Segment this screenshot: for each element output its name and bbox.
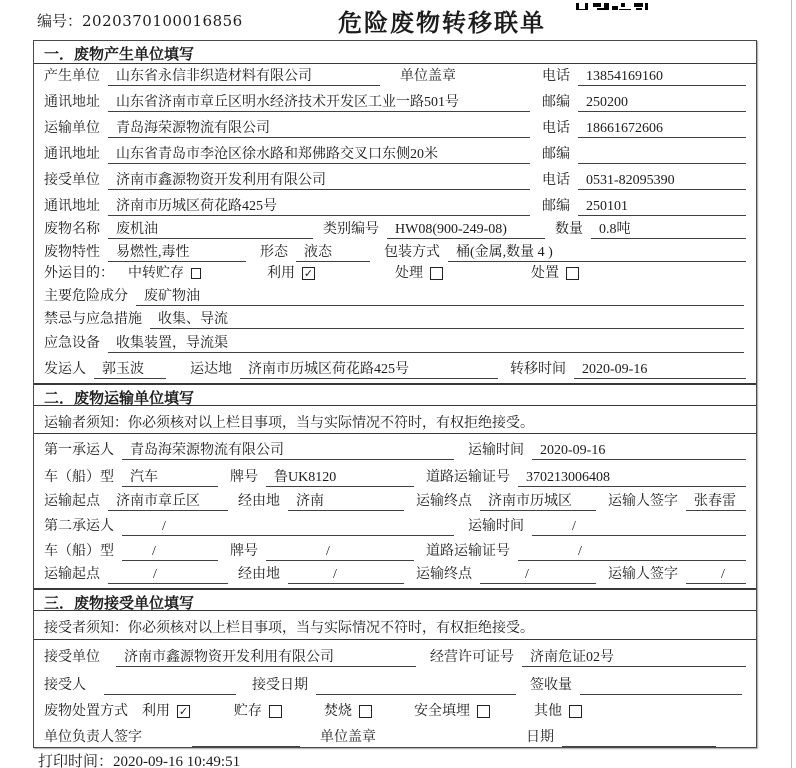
receiver-zip-value: 250101 — [578, 197, 746, 216]
shipper-label: 发运人 — [44, 362, 86, 377]
packing-value: 桶(金属,数量 4 ) — [448, 243, 746, 262]
checkbox-checked-icon: ✓ — [178, 705, 189, 718]
carrier1-value: 青岛海荣源物流有限公司 — [122, 441, 454, 460]
responsible-sign-value — [192, 728, 300, 747]
category-code-label: 类别编号 — [323, 222, 379, 237]
route2-via-value: / — [288, 565, 404, 584]
disposal-option-other — [534, 702, 582, 721]
transfer-time-value: 2020-09-16 — [574, 360, 746, 379]
row-transfer-purpose — [34, 266, 756, 287]
disposal-option-use — [142, 702, 190, 721]
row-carrier2 — [34, 515, 756, 540]
checkbox-icon — [569, 705, 582, 718]
zip-label: 邮编 — [542, 95, 570, 110]
address-label: 通讯地址 — [44, 199, 100, 214]
route-start-label: 运输起点 — [44, 494, 100, 509]
hazard-label: 主要危险成分 — [44, 289, 128, 304]
purpose-option-storage — [128, 264, 201, 283]
section2-title: 二．废物运输单位填写 — [34, 383, 756, 406]
disposal-option-landfill — [414, 702, 490, 721]
page-title: 危险废物转移联单 — [338, 11, 546, 37]
waste-name-label: 废物名称 — [44, 222, 100, 237]
option-label: 利用 — [267, 266, 295, 281]
receive-unit-label: 接受单位 — [44, 650, 100, 665]
carrier2-time-value: / — [532, 517, 746, 536]
receiver-address-value: 济南市历城区荷花路425号 — [108, 197, 530, 216]
carrier-sign-label: 运输人签字 — [608, 494, 678, 509]
hazard-value: 废矿物油 — [136, 287, 744, 306]
disposal-label: 废物处置方式 — [44, 704, 128, 719]
row-route1 — [34, 491, 756, 515]
option-label: 贮存 — [234, 704, 262, 719]
waste-character-value: 易燃性,毒性 — [108, 243, 246, 262]
receiver-phone-value: 0531-82095390 — [578, 171, 746, 190]
transporter-value: 青岛海荣源物流有限公司 — [108, 119, 530, 138]
receiver-label: 接受单位 — [44, 173, 100, 188]
vehicle1-permit-value: 370213006408 — [518, 468, 746, 487]
carrier1-time-value: 2020-09-16 — [532, 441, 746, 460]
form-value: 液态 — [296, 243, 370, 262]
receiver-value: 济南市鑫源物资开发利用有限公司 — [108, 171, 530, 190]
route2-end-value: / — [480, 565, 596, 584]
row-acceptor — [34, 671, 756, 699]
producer-phone-value: 13854169160 — [578, 67, 746, 86]
taboo-label: 禁忌与应急措施 — [44, 312, 142, 327]
category-code-value: HW08(900-249-08) — [387, 220, 545, 239]
producer-zip-value: 250200 — [578, 93, 746, 112]
seal-label: 单位盖章 — [400, 69, 456, 84]
row-route2 — [34, 565, 756, 588]
carrier1-label: 第一承运人 — [44, 443, 114, 458]
row-shipper — [34, 357, 756, 383]
route-end-label: 运输终点 — [416, 494, 472, 509]
checkbox-icon — [430, 267, 443, 280]
row-responsible-sign — [34, 725, 756, 751]
vehicle-type-label: 车（船）型 — [44, 544, 114, 559]
date-label: 日期 — [526, 730, 554, 745]
purpose-label: 外运目的： — [44, 266, 114, 281]
phone-label: 电话 — [542, 121, 570, 136]
carrier2-label: 第二承运人 — [44, 519, 114, 534]
row-receive-unit — [34, 640, 756, 671]
checkbox-checked-icon: ✓ — [303, 267, 314, 280]
transporter-label: 运输单位 — [44, 121, 100, 136]
route-via-label: 经由地 — [238, 567, 280, 582]
vehicle-type-label: 车（船）型 — [44, 470, 114, 485]
row-disposal-method — [34, 699, 756, 725]
zip-label: 邮编 — [542, 147, 570, 162]
section3-title: 三．废物接受单位填写 — [34, 588, 756, 611]
transporter-zip-value — [578, 145, 746, 164]
vehicle2-plate-value: / — [266, 542, 414, 561]
acceptor-value — [104, 676, 236, 695]
accept-date-label: 接受日期 — [252, 678, 308, 693]
producer-label: 产生单位 — [44, 69, 100, 84]
route2-sign-value: / — [686, 565, 746, 584]
qr-code-partial-icon — [576, 0, 654, 10]
road-permit-label: 道路运输证号 — [426, 470, 510, 485]
row-hazard-component — [34, 287, 756, 310]
quantity-label: 数量 — [555, 222, 583, 237]
transport-time-label: 运输时间 — [468, 443, 524, 458]
disposal-option-incinerate — [324, 702, 372, 721]
option-label: 利用 — [142, 704, 170, 719]
row-transporter-address — [34, 142, 756, 168]
route2-start-value: / — [108, 565, 228, 584]
equipment-value: 收集装置，导流渠 — [108, 334, 744, 353]
page-edge-divider — [791, 0, 792, 768]
responsible-sign-label: 单位负责人签字 — [44, 730, 142, 745]
transport-time-label: 运输时间 — [468, 519, 524, 534]
transfer-time-label: 转移时间 — [510, 362, 566, 377]
transporter-notice: 运输者须知：你必须核对以上栏目事项，当与实际情况不符时，有权拒绝接受。 — [34, 406, 756, 434]
row-receiver-address — [34, 194, 756, 220]
row-producer-address — [34, 90, 756, 116]
plate-label: 牌号 — [230, 544, 258, 559]
route-end-label: 运输终点 — [416, 567, 472, 582]
shipper-value: 郭玉波 — [94, 360, 166, 379]
row-waste-character — [34, 243, 756, 266]
phone-label: 电话 — [542, 173, 570, 188]
quantity-value: 0.8吨 — [591, 220, 746, 239]
purpose-option-dispose — [531, 264, 579, 283]
road-permit-label: 道路运输证号 — [426, 544, 510, 559]
vehicle2-permit-value: / — [518, 542, 746, 561]
sign-date-value — [562, 728, 716, 747]
transporter-phone-value: 18661672606 — [578, 119, 746, 138]
carrier2-value: / — [122, 517, 454, 536]
purpose-option-use — [267, 264, 315, 283]
unit-seal-label: 单位盖章 — [320, 730, 376, 745]
transfer-form-table — [33, 40, 757, 748]
receipt-qty-label: 签收量 — [530, 678, 572, 693]
checkbox-icon — [359, 705, 372, 718]
checkbox-icon — [269, 705, 282, 718]
accept-date-value — [316, 676, 516, 695]
receipt-qty-value — [580, 676, 742, 695]
receiver-notice: 接受者须知：你必须核对以上栏目事项，当与实际情况不符时，有权拒绝接受。 — [34, 611, 756, 640]
option-label: 焚烧 — [324, 704, 352, 719]
print-time — [38, 750, 240, 768]
row-vehicle1 — [34, 464, 756, 491]
business-permit-label: 经营许可证号 — [430, 650, 514, 665]
print-time-label: 打印时间： — [38, 754, 114, 768]
checkbox-icon — [191, 268, 201, 279]
carrier-sign-label: 运输人签字 — [608, 567, 678, 582]
address-label: 通讯地址 — [44, 95, 100, 110]
checkbox-icon — [477, 705, 490, 718]
row-producer — [34, 64, 756, 90]
option-label: 处置 — [531, 266, 559, 281]
route1-end-value: 济南市历城区 — [480, 492, 596, 511]
waste-name-value: 废机油 — [108, 220, 313, 239]
row-vehicle2 — [34, 540, 756, 565]
option-label: 中转贮存 — [128, 266, 184, 281]
route1-start-value: 济南市章丘区 — [108, 492, 228, 511]
route-start-label: 运输起点 — [44, 567, 100, 582]
address-label: 通讯地址 — [44, 147, 100, 162]
route-via-label: 经由地 — [238, 494, 280, 509]
row-waste-name — [34, 220, 756, 243]
producer-address-value: 山东省济南市章丘区明水经济技术开发区工业一路501号 — [108, 93, 530, 112]
row-receiver — [34, 168, 756, 194]
route1-sign-value: 张春雷 — [686, 492, 746, 511]
destination-value: 济南市历城区荷花路425号 — [240, 360, 498, 379]
form-label: 形态 — [260, 245, 288, 260]
zip-label: 邮编 — [542, 199, 570, 214]
disposal-option-store — [234, 702, 282, 721]
row-carrier1 — [34, 434, 756, 464]
vehicle2-type-value: / — [122, 542, 218, 561]
option-label: 安全填埋 — [414, 704, 470, 719]
vehicle1-type-value: 汽车 — [122, 468, 218, 487]
waste-character-label: 废物特性 — [44, 245, 100, 260]
row-emergency-equipment — [34, 333, 756, 357]
phone-label: 电话 — [542, 69, 570, 84]
option-label: 处理 — [395, 266, 423, 281]
option-label: 其他 — [534, 704, 562, 719]
purpose-option-treat — [395, 264, 443, 283]
document-number-label: 编号： — [37, 14, 83, 30]
destination-label: 运达地 — [190, 362, 232, 377]
packing-label: 包装方式 — [384, 245, 440, 260]
plate-label: 牌号 — [230, 470, 258, 485]
taboo-value: 收集、导流 — [150, 310, 744, 329]
transporter-address-value: 山东省青岛市李沧区徐水路和郑佛路交叉口东侧20米 — [108, 145, 530, 164]
checkbox-icon — [566, 267, 579, 280]
section1-title: 一．废物产生单位填写 — [34, 41, 756, 64]
row-transporter — [34, 116, 756, 142]
document-number-value: 2020370100016856 — [82, 12, 243, 30]
print-time-value: 2020-09-16 10:49:51 — [113, 754, 241, 768]
producer-value: 山东省永信非织造材料有限公司 — [108, 67, 380, 86]
row-taboo-measures — [34, 310, 756, 333]
vehicle1-plate-value: 鲁UK8120 — [266, 468, 414, 487]
equipment-label: 应急设备 — [44, 336, 100, 351]
receive-unit-value: 济南市鑫源物资开发利用有限公司 — [116, 648, 416, 667]
business-permit-value: 济南危证02号 — [522, 648, 746, 667]
route1-via-value: 济南 — [288, 492, 404, 511]
acceptor-label: 接受人 — [44, 678, 86, 693]
